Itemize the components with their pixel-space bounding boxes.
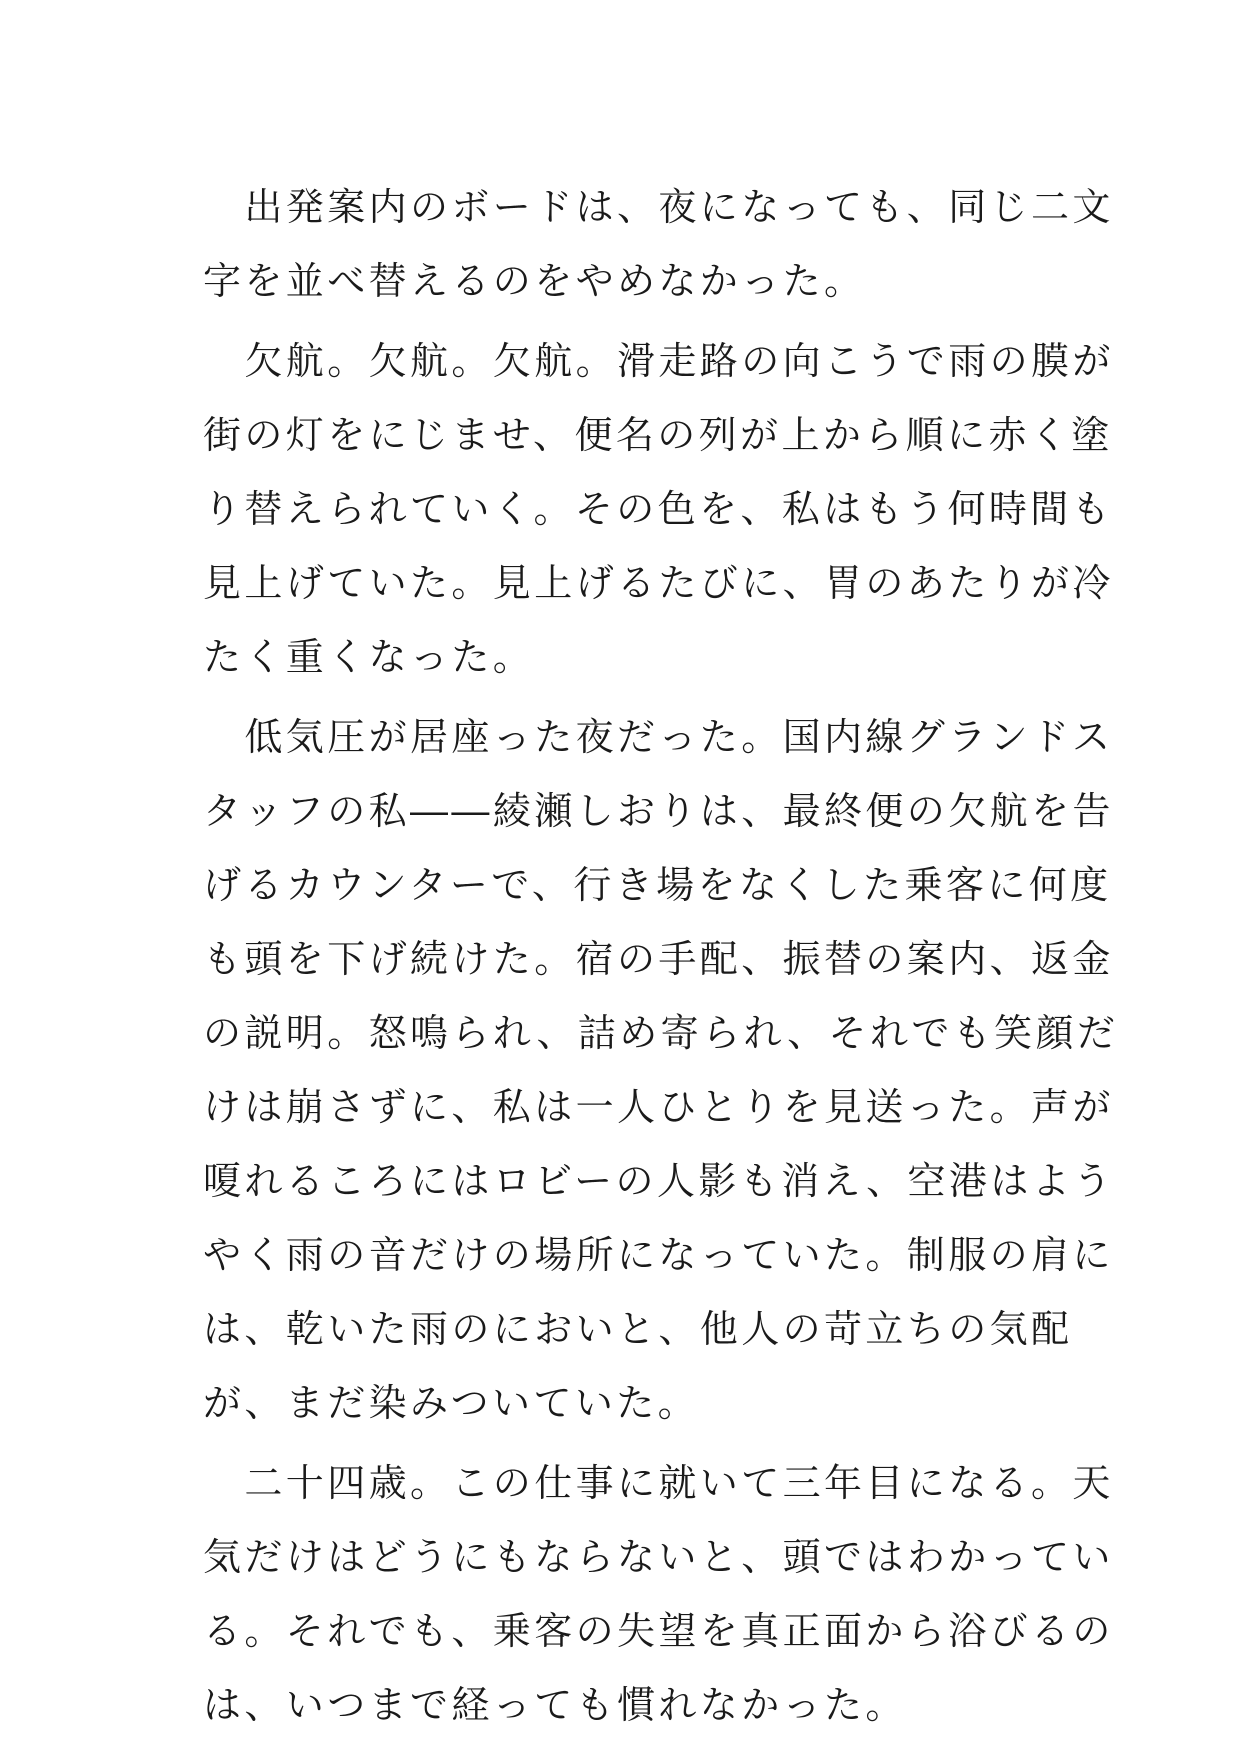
paragraph-4 xyxy=(203,1446,1114,1742)
paragraph-3 xyxy=(203,700,1119,1440)
text-line: げるカウンターで、行き場をなくした乗客に何度 xyxy=(203,863,1112,907)
text-line: る。それでも、乗客の失望を真正面から浴びるの xyxy=(203,1609,1114,1653)
text-line: たく重くなった。 xyxy=(203,635,535,679)
text-line: 欠航。欠航。欠航。滑走路の向こうで雨の膜が xyxy=(203,339,1114,383)
body-text xyxy=(203,170,1119,1748)
text-line: 字を並べ替えるのをやめなかった。 xyxy=(203,259,866,303)
text-line: 出発案内のボードは、夜になっても、同じ二文 xyxy=(203,185,1114,229)
text-line: は、いつまで経っても慣れなかった。 xyxy=(203,1683,907,1727)
text-line: けは崩さずに、私は一人ひとりを見送った。声が xyxy=(203,1085,1114,1129)
text-line: り替えられていく。その色を、私はもう何時間も xyxy=(203,487,1114,531)
text-line: の説明。怒鳴られ、詰め寄られ、それでも笑顔だ xyxy=(203,1011,1119,1055)
paragraph-2 xyxy=(203,324,1114,694)
text-line: 街の灯をにじませ、便名の列が上から順に赤く塗 xyxy=(203,413,1113,457)
text-line: も頭を下げ続けた。宿の手配、振替の案内、返金 xyxy=(203,937,1114,981)
paragraph-1 xyxy=(203,170,1114,318)
text-line: 嗄れるころにはロビーの人影も消え、空港はよう xyxy=(203,1159,1115,1203)
text-line: 二十四歳。この仕事に就いて三年目になる。天 xyxy=(203,1461,1114,1505)
text-line: が、まだ染みついていた。 xyxy=(203,1381,700,1425)
text-line: 気だけはどうにもならないと、頭ではわかってい xyxy=(203,1535,1114,1579)
text-line: 低気圧が居座った夜だった。国内線グランドス xyxy=(203,715,1114,759)
text-line: は、乾いた雨のにおいと、他人の苛立ちの気配 xyxy=(203,1307,1073,1351)
text-line: タッフの私――綾瀬しおりは、最終便の欠航を告 xyxy=(203,789,1114,833)
text-line: 見上げていた。見上げるたびに、胃のあたりが冷 xyxy=(203,561,1114,605)
text-line: やく雨の音だけの場所になっていた。制服の肩に xyxy=(203,1233,1114,1277)
